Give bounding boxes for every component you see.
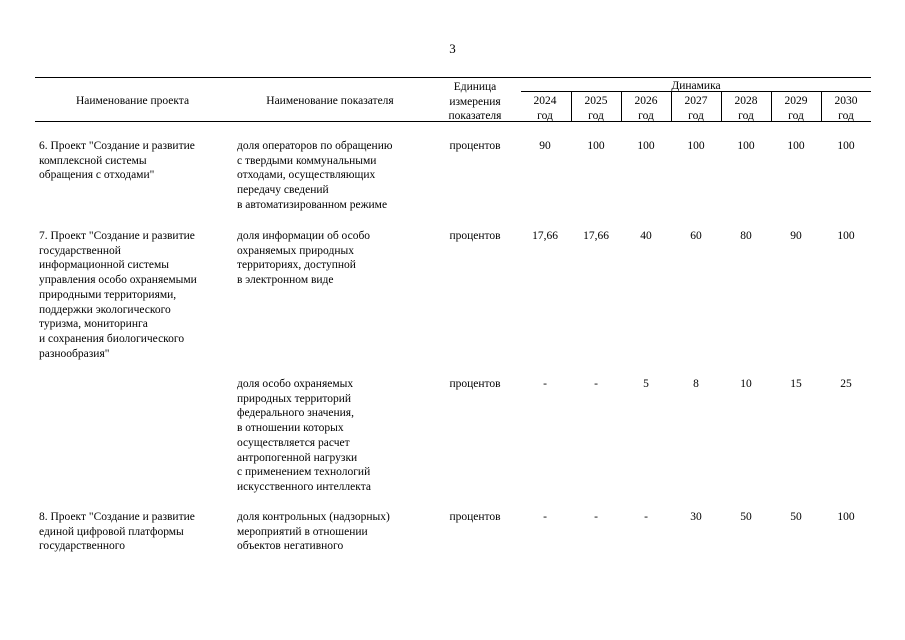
value-2026: - (644, 511, 648, 523)
project-name: 6. Проект "Создание и развитие комплексной системы обращения с отходами" (39, 140, 195, 182)
value-2025: - (594, 378, 598, 390)
indicator-name: доля операторов по обращению с твердыми коммунальными отходами, осуществляющих передачу сведений в автоматизированном режиме (237, 140, 393, 211)
unit: процентов (449, 140, 501, 152)
header-year-suffix: год (588, 110, 604, 122)
unit: процентов (449, 230, 501, 242)
header-year-2025: 2025 (584, 95, 608, 107)
value-2024: - (543, 378, 547, 390)
header-unit-line-1: Единица (453, 81, 497, 93)
header-year-2024: 2024 (533, 95, 557, 107)
value-2026: 5 (643, 378, 649, 390)
value-2027: 100 (687, 140, 705, 152)
value-2029: 100 (787, 140, 805, 152)
indicator-name: доля контрольных (надзорных) мероприятий в отношении объектов негативного (237, 511, 390, 553)
header-year-suffix: год (788, 110, 804, 122)
header-year-2026: 2026 (634, 95, 658, 107)
value-2025: 17,66 (583, 230, 609, 242)
header-unit-line-3: показателя (448, 110, 502, 122)
unit: процентов (449, 378, 501, 390)
project-name: 8. Проект "Создание и развитие единой цифровой платформы государственного (39, 511, 195, 553)
year-column-separator (821, 92, 822, 121)
header-year-2029: 2029 (784, 95, 808, 107)
year-column-separator (671, 92, 672, 121)
year-column-separator (721, 92, 722, 121)
value-2028: 80 (740, 230, 752, 242)
indicator-name: доля информации об особо охраняемых природных территориях, доступной в электронном виде (237, 230, 371, 287)
header-unit-line-2: измерения (449, 96, 501, 108)
value-2025: 100 (587, 140, 605, 152)
header-year-suffix: год (537, 110, 553, 122)
value-2030: 100 (837, 511, 855, 523)
value-2030: 25 (840, 378, 852, 390)
header-year-2027: 2027 (684, 95, 708, 107)
value-2024: 17,66 (532, 230, 558, 242)
unit: процентов (449, 511, 501, 523)
value-2027: 60 (690, 230, 702, 242)
value-2030: 100 (837, 230, 855, 242)
value-2028: 50 (740, 511, 752, 523)
year-column-separator (771, 92, 772, 121)
value-2024: - (543, 511, 547, 523)
value-2028: 10 (740, 378, 752, 390)
year-column-separator (621, 92, 622, 121)
value-2027: 8 (693, 378, 699, 390)
header-year-2028: 2028 (734, 95, 758, 107)
value-2029: 90 (790, 230, 802, 242)
value-2029: 50 (790, 511, 802, 523)
header-top-rule (35, 77, 871, 78)
value-2026: 40 (640, 230, 652, 242)
value-2025: - (594, 511, 598, 523)
header-indicator: Наименование показателя (266, 95, 394, 107)
value-2027: 30 (690, 511, 702, 523)
header-year-suffix: год (738, 110, 754, 122)
value-2030: 100 (837, 140, 855, 152)
header-dynamics: Динамика (671, 80, 721, 92)
page-number: 3 (449, 41, 456, 56)
value-2024: 90 (539, 140, 551, 152)
header-year-2030: 2030 (834, 95, 858, 107)
header-year-suffix: год (688, 110, 704, 122)
value-2029: 15 (790, 378, 802, 390)
project-name: 7. Проект "Создание и развитие государственной информационной системы управления особо охраняемыми природными территориями, поддержки экологического туризма, мониторинга и сохранения биологического разнообразия" (39, 230, 197, 360)
header-year-suffix: год (838, 110, 854, 122)
value-2026: 100 (637, 140, 655, 152)
header-project: Наименование проекта (75, 95, 190, 107)
header-year-suffix: год (638, 110, 654, 122)
value-2028: 100 (737, 140, 755, 152)
indicator-name: доля особо охраняемых природных территорий федерального значения, в отношении которых осуществляется расчет антропогенной нагрузки с применением технологий искусственного интеллекта (237, 378, 371, 493)
year-column-separator (571, 92, 572, 121)
